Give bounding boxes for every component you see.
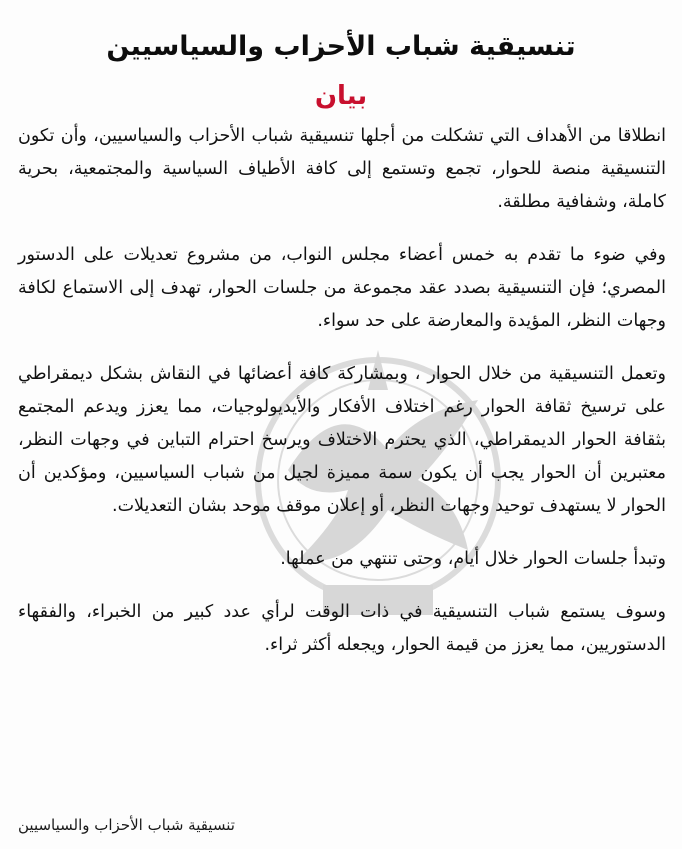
- paragraph-2: وفي ضوء ما تقدم به خمس أعضاء مجلس النواب، من مشروع تعديلات على الدستور المصري؛ فإن التنسيقية بصدد عقد مجموعة من جلسات الحوار، تهدف إلى الاستماع لكافة وجهات النظر، المؤيدة والمعارضة على حد سواء.: [18, 245, 666, 331]
- paragraph-4: وتبدأ جلسات الحوار خلال أيام، وحتى تنتهي من عملها.: [280, 549, 666, 569]
- paragraph-5: وسوف يستمع شباب التنسيقية في ذات الوقت لرأي عدد كبير من الخبراء، والفقهاء الدستوريين، مما يعزز من قيمة الحوار، ويجعله أكثر ثراء.: [18, 602, 666, 655]
- signature-footer: تنسيقية شباب الأحزاب والسياسيين: [18, 816, 235, 834]
- document-title: تنسيقية شباب الأحزاب والسياسيين: [106, 31, 576, 62]
- statement-body: [18, 120, 666, 682]
- paragraph-3: وتعمل التنسيقية من خلال الحوار ، وبمشاركة كافة أعضائها في النقاش بشكل ديمقراطي على ترسيخ ثقافة الحوار رغم اختلاف الأفكار والأيديولوجيات، مما يعزز ويدعم المجتمع بثقافة الحوار الديمقراطي، الذي يحترم الاختلاف ويرسخ احترام التباين في وجهات النظر، معتبرين أن الحوار يجب أن يكون سمة مميزة لجيل من شباب السياسيين، ومؤكدين أن الحوار لا يستهدف توحيد وجهات النظر، أو إعلان موقف موحد بشان التعديلات.: [18, 364, 666, 516]
- document-subtitle: بيان: [314, 81, 368, 111]
- paragraph-1: انطلاقا من الأهداف التي تشكلت من أجلها تنسيقية شباب الأحزاب والسياسيين، وأن تكون التنسيقية منصة للحوار، تجمع وتستمع إلى كافة الأطياف السياسية والمجتمعية، بحرية كاملة، وشفافية مطلقة.: [18, 126, 666, 212]
